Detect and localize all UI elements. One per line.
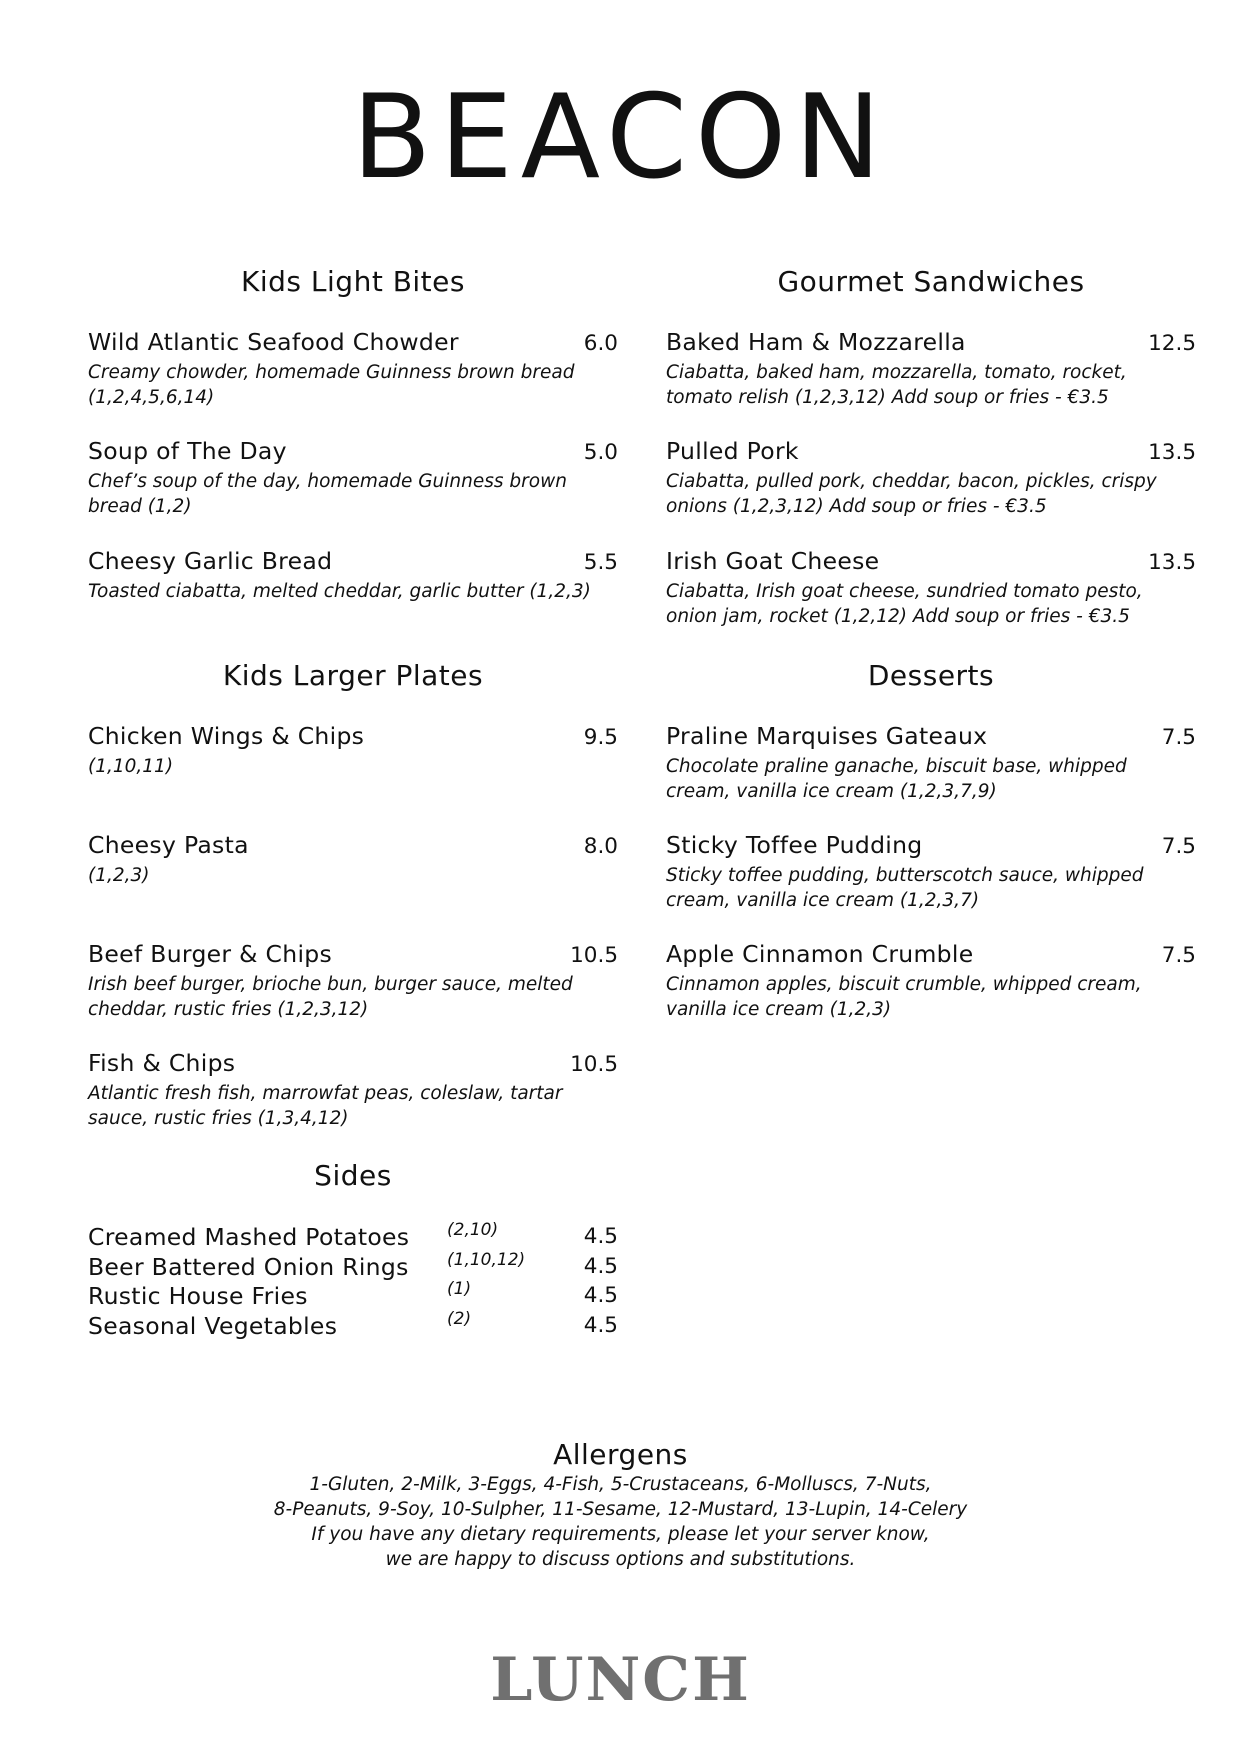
allergens-info [0,1438,1241,1572]
side-item-name: Creamed Mashed Potatoes [88,1223,410,1251]
menu-item-name: Pulled Pork [666,437,799,465]
side-item-name: Seasonal Vegetables [88,1312,338,1340]
menu-item [666,549,1196,629]
side-item-allergens: (1,10,12) [447,1250,526,1270]
menu-item [88,724,618,779]
menu-item-price: 12.5 [1148,331,1196,356]
menu-item-description: Sticky toffee pudding, butterscotch sauce, whipped cream, vanilla ice cream (1,2,3,7) [666,864,1144,911]
section-title-sides: Sides [314,1159,392,1192]
menu-item-price: 13.5 [1148,550,1196,575]
allergens-line: we are happy to discuss options and substitutions. [385,1549,856,1570]
menu-item-description: Atlantic fresh fish, marrowfat peas, coleslaw, tartar sauce, rustic fries (1,3,4,12) [88,1082,563,1129]
side-item-allergens: (2) [447,1309,472,1329]
menu-item-name: Praline Marquises Gateaux [666,722,988,750]
menu-item-name: Fish & Chips [88,1049,236,1077]
menu-item-name: Soup of The Day [88,437,287,465]
allergens-title: Allergens [553,1438,688,1471]
menu-item-name: Chicken Wings & Chips [88,722,365,750]
menu-item [88,1051,618,1131]
menu-item [88,833,618,888]
side-item-price: 4.5 [583,1313,618,1338]
side-item [88,1279,618,1312]
menu-item [88,549,618,604]
menu-item-name: Sticky Toffee Pudding [666,831,923,859]
menu-item-description: Ciabatta, Irish goat cheese, sundried tomato pesto, onion jam, rocket (1,2,12) Add soup or fries - €3.5 [666,580,1143,627]
menu-item [666,724,1196,804]
right-column [666,0,1196,1100]
menu-item-description: Ciabatta, pulled pork, cheddar, bacon, pickles, crispy onions (1,2,3,12) Add soup or fries - €3.5 [666,470,1157,517]
section-title-kids-light-bites: Kids Light Bites [241,265,465,298]
allergens-line: 1-Gluten, 2-Milk, 3-Eggs, 4-Fish, 5-Crustaceans, 6-Molluscs, 7-Nuts, [309,1474,932,1495]
menu-item [666,439,1196,519]
side-item-price: 4.5 [583,1254,618,1279]
side-item-name: Rustic House Fries [88,1282,308,1310]
menu-item-price: 10.5 [570,943,618,968]
menu-item-price: 5.5 [583,550,618,575]
menu-item-description: (1,10,11) [88,755,174,777]
menu-item [88,942,618,1022]
side-item-price: 4.5 [583,1224,618,1249]
menu-item-name: Apple Cinnamon Crumble [666,940,974,968]
menu-item-price: 7.5 [1161,943,1196,968]
side-item-allergens: (1) [447,1279,472,1299]
menu-item-description: Irish beef burger, brioche bun, burger sauce, melted cheddar, rustic fries (1,2,3,12) [88,973,573,1020]
restaurant-logo: BEACON [351,70,890,205]
menu-item-description: Creamy chowder, homemade Guinness brown bread (1,2,4,5,6,14) [88,361,575,408]
menu-item-price: 6.0 [583,331,618,356]
left-column [88,0,618,1400]
allergens-line: 8-Peanuts, 9-Soy, 10-Sulpher, 11-Sesame, 12-Mustard, 13-Lupin, 14-Celery [273,1499,968,1520]
menu-item [666,330,1196,410]
menu-item-name: Wild Atlantic Seafood Chowder [88,328,459,356]
side-item [88,1309,618,1342]
menu-item-price: 10.5 [570,1052,618,1077]
menu-item [88,439,618,519]
menu-item-description: Chef’s soup of the day, homemade Guinness brown bread (1,2) [88,470,567,517]
side-item [88,1250,618,1283]
menu-item-description: Ciabatta, baked ham, mozzarella, tomato, rocket, tomato relish (1,2,3,12) Add soup or fries - €3.5 [666,361,1127,408]
allergens-line: If you have any dietary requirements, please let your server know, [311,1524,930,1545]
menu-item [88,330,618,410]
section-title-kids-larger-plates: Kids Larger Plates [222,659,484,692]
section-title-gourmet-sandwiches: Gourmet Sandwiches [777,265,1085,298]
side-item-price: 4.5 [583,1283,618,1308]
menu-item-price: 7.5 [1161,834,1196,859]
menu-item-name: Baked Ham & Mozzarella [666,328,966,356]
side-item [88,1220,618,1253]
menu-item-name: Beef Burger & Chips [88,940,333,968]
menu-item-name: Cheesy Garlic Bread [88,547,333,575]
menu-item-price: 8.0 [583,834,618,859]
side-item-allergens: (2,10) [447,1220,499,1240]
menu-item-price: 13.5 [1148,440,1196,465]
menu-item-name: Irish Goat Cheese [666,547,880,575]
menu-item [666,833,1196,913]
menu-item [666,942,1196,1022]
menu-item-description: Cinnamon apples, biscuit crumble, whipped cream, vanilla ice cream (1,2,3) [666,973,1142,1020]
section-title-desserts: Desserts [867,659,995,692]
menu-item-price: 9.5 [583,725,618,750]
menu-item-name: Cheesy Pasta [88,831,249,859]
menu-item-description: Toasted ciabatta, melted cheddar, garlic butter (1,2,3) [88,580,591,602]
menu-item-price: 7.5 [1161,725,1196,750]
menu-item-description: (1,2,3) [88,864,150,886]
side-item-name: Beer Battered Onion Rings [88,1253,409,1281]
menu-item-price: 5.0 [583,440,618,465]
menu-item-description: Chocolate praline ganache, biscuit base, whipped cream, vanilla ice cream (1,2,3,7,9) [666,755,1127,802]
meal-label-logo: LUNCH [490,1645,751,1715]
